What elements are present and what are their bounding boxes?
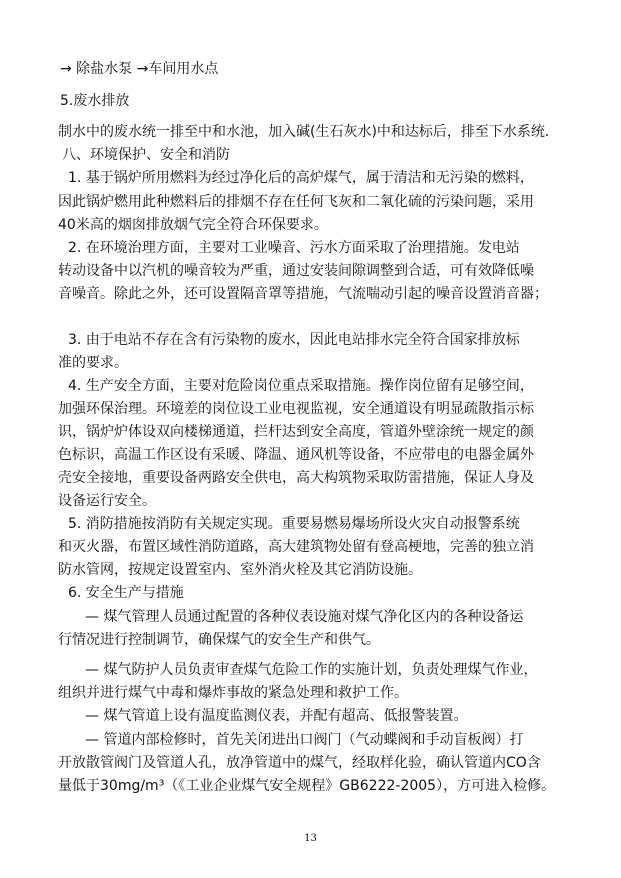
paragraph-line: 量低于30mg/m³（《工业企业煤气安全规程》GB6222-2005），方可进入检修。 xyxy=(58,778,556,794)
paragraph-line: 加强环保治理。环境差的岗位设工业电视监视，安全通道设有明显疏散指示标 xyxy=(58,401,534,417)
paragraph-line: 2. 在环境治理方面，主要对工业噪音、污水方面采取了治理措施。发电站 xyxy=(68,240,520,256)
paragraph-line: 和灭火器，布置区域性消防道路，高大建筑物处留有登高梗地，完善的独立消 xyxy=(58,539,534,555)
paragraph-line: 制水中的废水统一排至中和水池，加入碱(生石灰水)中和达标后，排至下水系统． xyxy=(58,124,559,140)
paragraph-line: 5. 消防措施按消防有关规定实现。重要易燃易爆场所设火灾自动报警系统 xyxy=(68,516,520,532)
paragraph-line: 音噪音。除此之外，还可设置隔音罩等措施，气流喘动引起的噪音设置消音器； xyxy=(58,286,548,302)
paragraph-line: 设备运行安全。 xyxy=(58,493,156,509)
paragraph-line: 因此锅炉燃用此种燃料后的排烟不存在任何飞灰和二氧化硫的污染问题，采用 xyxy=(58,194,534,210)
chapter-heading: 八、环境保护、安全和消防 xyxy=(62,147,230,163)
paragraph-line: — 管道内部检修时，首先关闭进出口阀门（气动蝶阀和手动盲板阀）打 xyxy=(85,732,524,748)
paragraph-line: 防水管网，按规定设置室内、室外消火栓及其它消防设施。 xyxy=(58,562,422,578)
page-number: 13 xyxy=(304,833,317,844)
paragraph-line: 行情况进行控制调节，确保煤气的安全生产和供气。 xyxy=(58,632,380,648)
paragraph-line: — 煤气防护人员负责审查煤气危险工作的实施计划，负责处理煤气作业， xyxy=(85,662,538,678)
paragraph-line: 开放散管阀门及管道人孔，放净管道中的煤气，经取样化验，确认管道内CO含 xyxy=(58,755,541,771)
paragraph-line: — 煤气管道上设有温度监测仪表，并配有超高、低报警装置。 xyxy=(85,708,468,724)
flow-line: → 除盐水泵 →车间用水点 xyxy=(60,61,219,77)
paragraph-line: 1. 基于锅炉所用燃料为经过净化后的高炉煤气，属于清洁和无污染的燃料， xyxy=(68,170,534,186)
paragraph-line: 准的要求。 xyxy=(58,355,128,371)
paragraph-line: — 煤气管理人员通过配置的各种仪表设施对煤气净化区内的各种设备运 xyxy=(85,609,524,625)
paragraph-line: 组织并进行煤气中毒和爆炸事故的紧急处理和救护工作。 xyxy=(58,685,408,701)
paragraph-line: 40米高的烟囱排放烟气完全符合环保要求。 xyxy=(58,217,328,233)
paragraph-line: 转动设备中以汽机的噪音较为严重，通过安装间隙调整到合适，可有效降低噪 xyxy=(58,263,534,279)
subsection-heading: 6. 安全生产与措施 xyxy=(68,585,184,601)
paragraph-line: 识，锅炉炉体设双向楼梯通道，拦杆达到安全高度，管道外壁涂统一规定的颜 xyxy=(58,424,534,440)
section-heading: 5.废水排放 xyxy=(60,93,130,109)
paragraph-line: 壳安全接地，重要设备两路安全供电，高大构筑物采取防雷措施，保证人身及 xyxy=(58,470,534,486)
paragraph-line: 色标识，高温工作区设有采暖、降温、通风机等设备，不应带电的电器金属外 xyxy=(58,447,534,463)
paragraph-line: 4. 生产安全方面，主要对危险岗位重点采取措施。操作岗位留有足够空间， xyxy=(68,378,534,394)
paragraph-line: 3. 由于电站不存在含有污染物的废水，因此电站排水完全符合国家排放标 xyxy=(68,332,520,348)
